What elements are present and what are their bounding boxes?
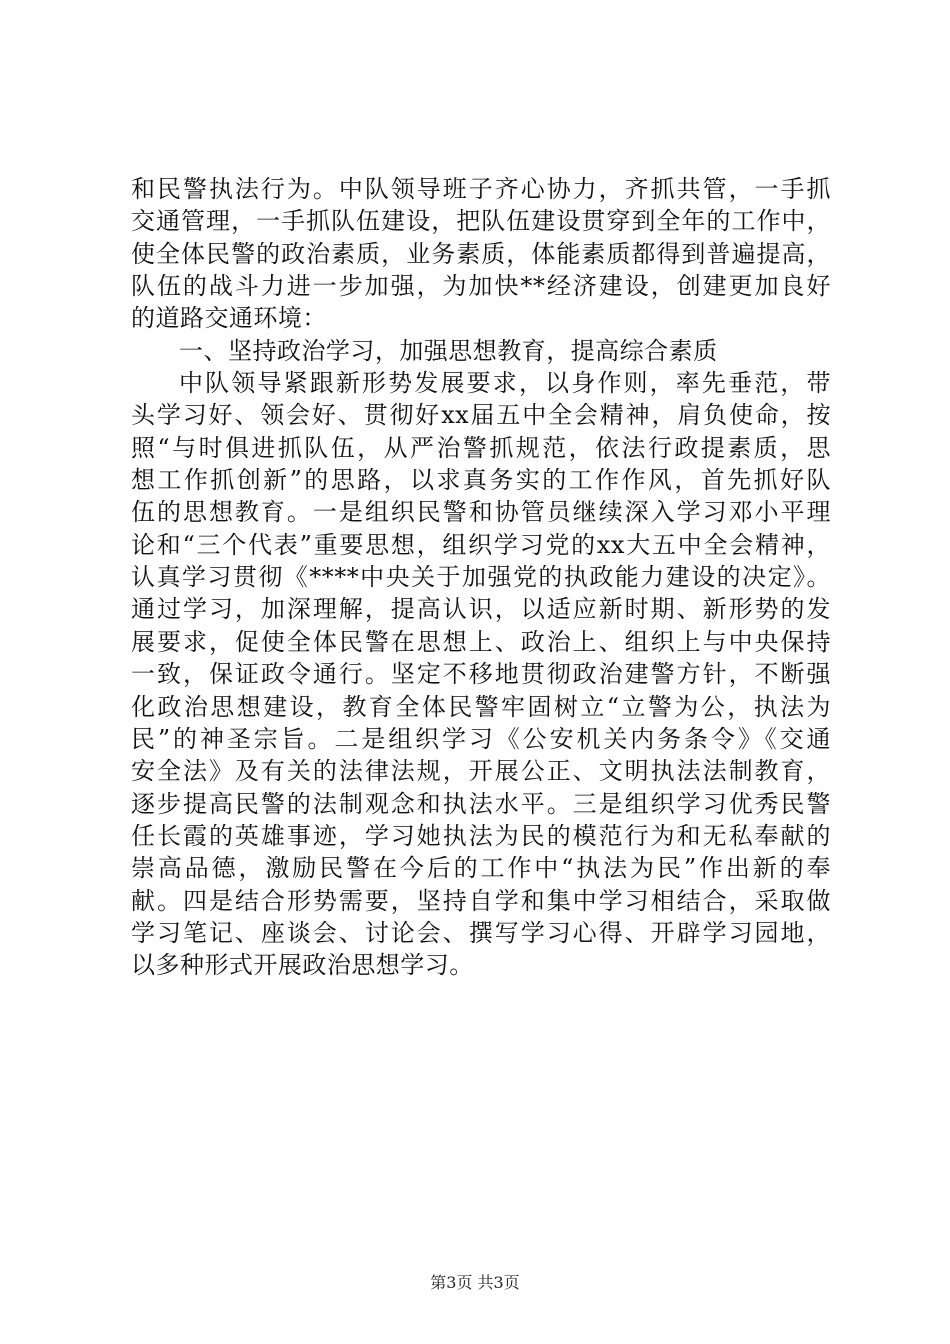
body-line: 照“与时俱进抓队伍，从严治警抓规范，依法行政提素质，思 <box>131 433 831 462</box>
page-number-footer: 第3页 共3页 <box>430 1273 520 1292</box>
body-line: 崇高品德，激励民警在今后的工作中“执法为民”作出新的奉 <box>131 854 831 883</box>
body-line: 使全体民警的政治素质，业务素质，体能素质都得到普遍提高， <box>131 239 831 268</box>
paragraph-first-line: 中队领导紧跟新形势发展要求，以身作则，率先垂范，带 <box>179 369 831 398</box>
section-heading: 一、坚持政治学习，加强思想教育，提高综合素质 <box>179 336 718 365</box>
body-line: 伍的思想教育。一是组织民警和协管员继续深入学习邓小平理 <box>131 498 831 527</box>
body-line: 头学习好、领会好、贯彻好xx届五中全会精神，肩负使命，按 <box>131 401 831 430</box>
body-line: 认真学习贯彻《****中央关于加强党的执政能力建设的决定》。 <box>131 563 831 592</box>
body-line: 一致，保证政令通行。坚定不移地贯彻政治建警方针，不断强 <box>131 660 831 689</box>
body-line: 任长霞的英雄事迹，学习她执法为民的模范行为和无私奉献的 <box>131 821 831 850</box>
body-line: 献。四是结合形势需要，坚持自学和集中学习相结合，采取做 <box>131 886 831 915</box>
body-line: 化政治思想建设，教育全体民警牢固树立“立警为公，执法为 <box>131 692 831 721</box>
body-line: 以多种形式开展政治思想学习。 <box>131 951 474 980</box>
body-line: 队伍的战斗力进一步加强，为加快**经济建设，创建更加良好 <box>131 272 831 301</box>
body-line: 交通管理，一手抓队伍建设，把队伍建设贯穿到全年的工作中， <box>131 207 831 236</box>
body-line: 通过学习，加深理解，提高认识，以适应新时期、新形势的发 <box>131 595 831 624</box>
body-line: 和民警执法行为。中队领导班子齐心协力，齐抓共管，一手抓 <box>131 175 831 203</box>
document-body <box>131 173 831 982</box>
body-line: 想工作抓创新”的思路，以求真务实的工作作风，首先抓好队 <box>131 466 831 495</box>
body-line: 民”的神圣宗旨。二是组织学习《公安机关内务条令》《交通 <box>131 724 831 753</box>
body-line: 的道路交通环境： <box>131 304 327 333</box>
body-line: 逐步提高民警的法制观念和执法水平。三是组织学习优秀民警 <box>131 789 831 818</box>
body-line: 论和“三个代表”重要思想，组织学习党的xx大五中全会精神， <box>131 530 831 559</box>
body-line: 展要求，促使全体民警在思想上、政治上、组织上与中央保持 <box>131 627 831 656</box>
body-line: 安全法》及有关的法律法规，开展公正、文明执法法制教育， <box>131 757 831 786</box>
body-line: 学习笔记、座谈会、讨论会、撰写学习心得、开辟学习园地， <box>131 918 831 947</box>
